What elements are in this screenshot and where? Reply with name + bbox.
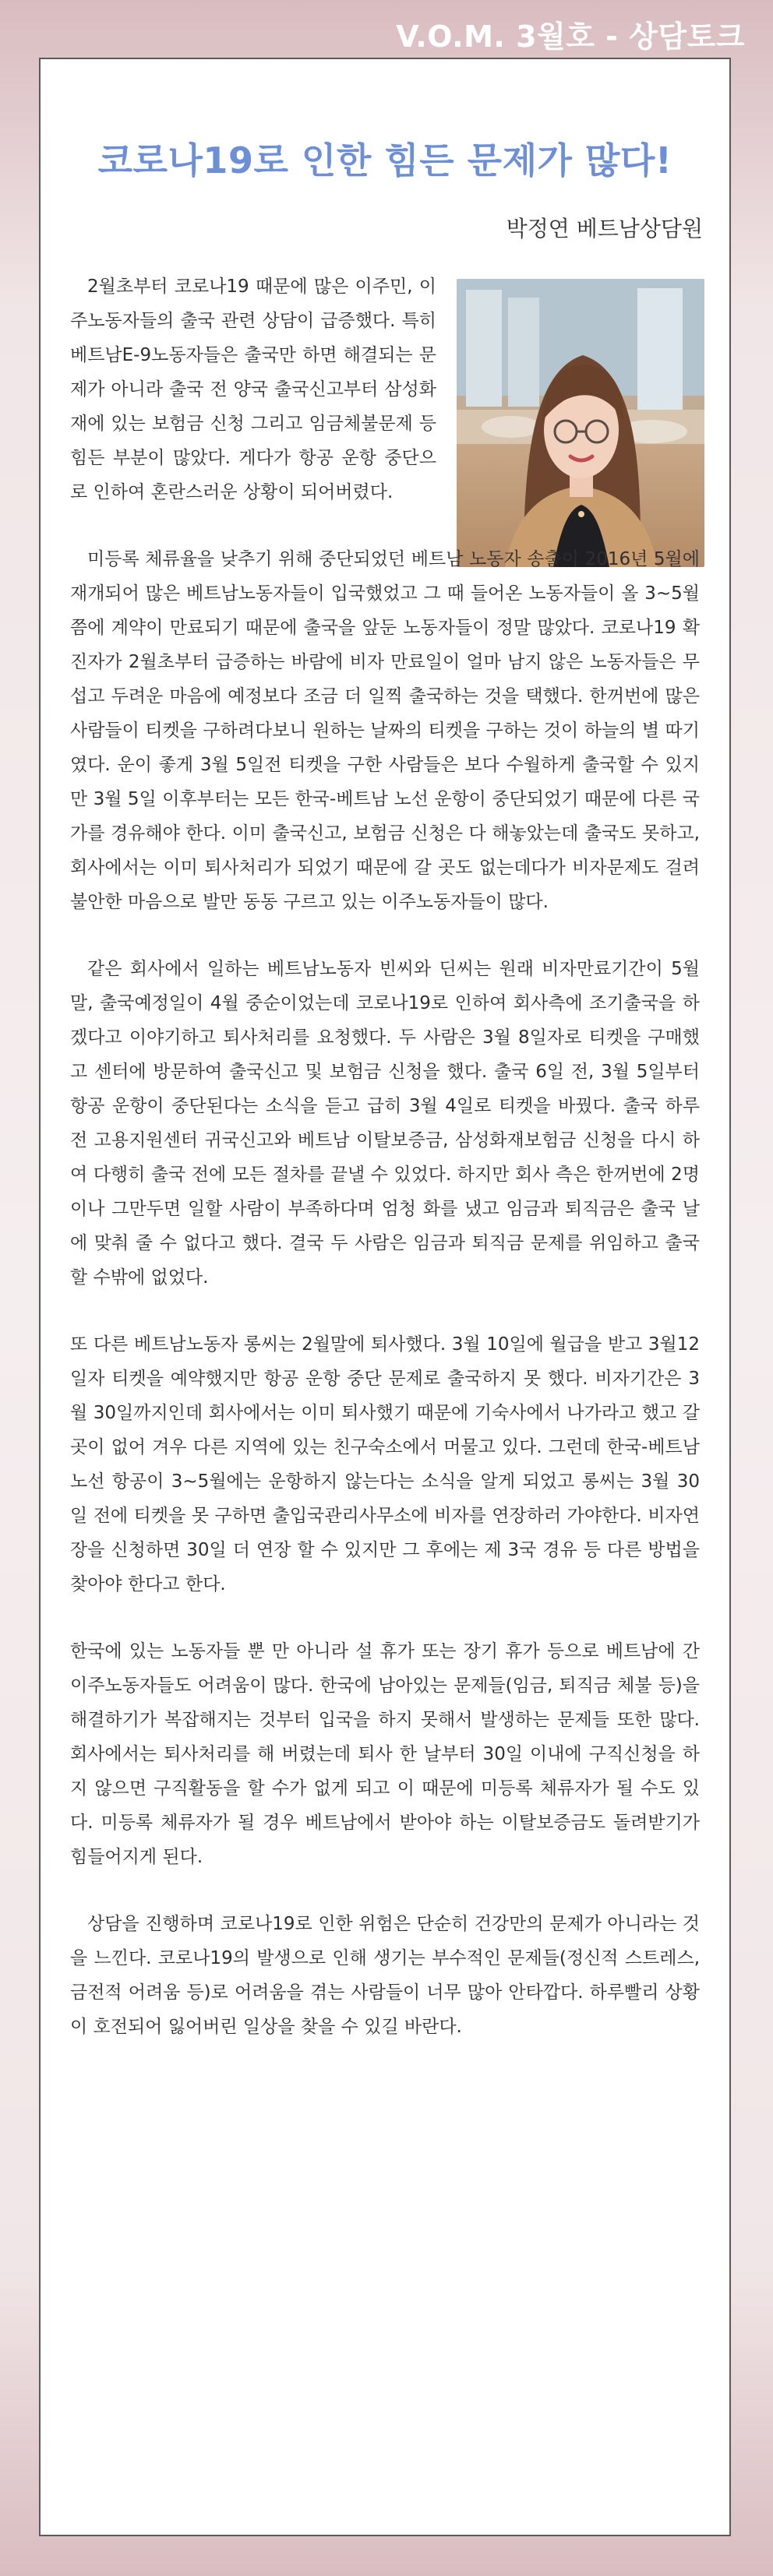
issue-header-label: V.O.M. 3월호 - 상담토크: [396, 19, 745, 54]
author-name: 박정연 베트남상담원: [506, 216, 703, 241]
article-card: [39, 58, 731, 2536]
article-title: 코로나19로 인한 힘든 문제가 많다!: [97, 139, 672, 181]
article-paragraph: 2월초부터 코로나19 때문에 많은 이주민, 이주노동자들의 출국 관련 상담이 급증했다. 특히 베트남E-9노동자들은 출국만 하면 해결되는 문제가 아니라 출국 전 양국 출국신고부터 삼성화재에 있는 보험금 신청 그리고 임금체불문제 등 힘든 부분이 많았다. 게다가 항공 운항 중단으로 인하여 혼란스러운 상황이 되어버렸다.: [70, 277, 436, 502]
article-paragraph: 같은 회사에서 일하는 베트남노동자 빈씨와 딘씨는 원래 비자만료기간이 5월말, 출국예정일이 4월 중순이었는데 코로나19로 인하여 회사측에 조기출국을 하겠다고 이야기하고 퇴사처리를 요청했다. 두 사람은 3월 8일자로 티켓을 구매했고 센터에 방문하여 출국신고 및 보험금 신청을 했다. 출국 6일 전, 3월 5일부터 항공 운항이 중단된다는 소식을 듣고 급히 3월 4일로 티켓을 바꿨다. 출국 하루 전 고용지원센터 귀국신고와 베트남 이탈보증금, 삼성화재보험금 신청을 다시 하여 다행히 출국 전에 모든 절차를 끝낼 수 있었다. 하지만 회사 측은 한꺼번에 2명이나 그만두면 일할 사람이 부족하다며 엄청 화를 냈고 임금과 퇴직금은 출국 날에 맞춰 줄 수 없다고 했다. 결국 두 사람은 임금과 퇴직금 문제를 위임하고 출국 할 수밖에 없었다.: [70, 959, 700, 1288]
article-paragraph: 상담을 진행하며 코로나19로 인한 위험은 단순히 건강만의 문제가 아니라는 것을 느낀다. 코로나19의 발생으로 인해 생기는 부수적인 문제들(정신적 스트레스, 금전적 어려움 등)로 어려움을 겪는 사람들이 너무 많아 안타깝다. 하루빨리 상황이 호전되어 잃어버린 일상을 찾을 수 있길 바란다.: [70, 1914, 700, 2037]
article-paragraph: 또 다른 베트남노동자 롱씨는 2월말에 퇴사했다. 3월 10일에 월급을 받고 3월12일자 티켓을 예약했지만 항공 운항 중단 문제로 출국하지 못 했다. 비자기간은 3월 30일까지인데 회사에서는 이미 퇴사했기 때문에 기숙사에서 나가라고 했고 갈 곳이 없어 겨우 다른 지역에 있는 친구숙소에서 머물고 있다. 그런데 한국-베트남 노선 항공이 3~5월에는 운항하지 않는다는 소식을 알게 되었고 롱씨는 3월 30일 전에 티켓을 못 구하면 출입국관리사무소에 비자를 연장하러 가야한다. 비자연장을 신청하면 30일 더 연장 할 수 있지만 그 후에는 제 3국 경유 등 다른 방법을 찾아야 한다고 한다.: [70, 1334, 700, 1595]
article-paragraph: 미등록 체류율을 낮추기 위해 중단되었던 베트남 노동자 송출이 2016년 5월에 재개되어 많은 베트남노동자들이 입국했었고 그 때 들어온 노동자들이 올 3~5월쯤에 계약이 만료되기 때문에 출국을 앞둔 노동자들이 정말 많았다. 코로나19 확진자가 2월초부터 급증하는 바람에 비자 만료일이 얼마 남지 않은 노동자들은 무섭고 두려운 마음에 예정보다 조금 더 일찍 출국하는 것을 택했다. 한꺼번에 많은 사람들이 티켓을 구하려다보니 원하는 날짜의 티켓을 구하는 것이 하늘의 별 따기였다. 운이 좋게 3월 5일전 티켓을 구한 사람들은 보다 수월하게 출국할 수 있지만 3월 5일 이후부터는 모든 한국-베트남 노선 운항이 중단되었기 때문에 다른 국가를 경유해야 한다. 이미 출국신고, 보험금 신청은 다 해놓았는데 출국도 못하고, 회사에서는 이미 퇴사처리가 되었기 때문에 갈 곳도 없는데다가 비자문제도 걸려 불안한 마음으로 발만 동동 구르고 있는 이주노동자들이 많다.: [70, 549, 700, 912]
article-body: [70, 270, 700, 2044]
article-paragraph: 한국에 있는 노동자들 뿐 만 아니라 설 휴가 또는 장기 휴가 등으로 베트남에 간 이주노동자들도 어려움이 많다. 한국에 남아있는 문제들(임금, 퇴직금 체불 등)을 해결하기가 복잡해지는 것부터 입국을 하지 못해서 발생하는 문제들 또한 많다. 회사에서는 퇴사처리를 해 버렸는데 퇴사 한 날부터 30일 이내에 구직신청을 하지 않으면 구직활동을 할 수가 없게 되고 이 때문에 미등록 체류자가 될 수도 있다. 미등록 체류자가 될 경우 베트남에서 받아야 하는 이탈보증금도 돌려받기가 힘들어지게 된다.: [70, 1641, 700, 1867]
